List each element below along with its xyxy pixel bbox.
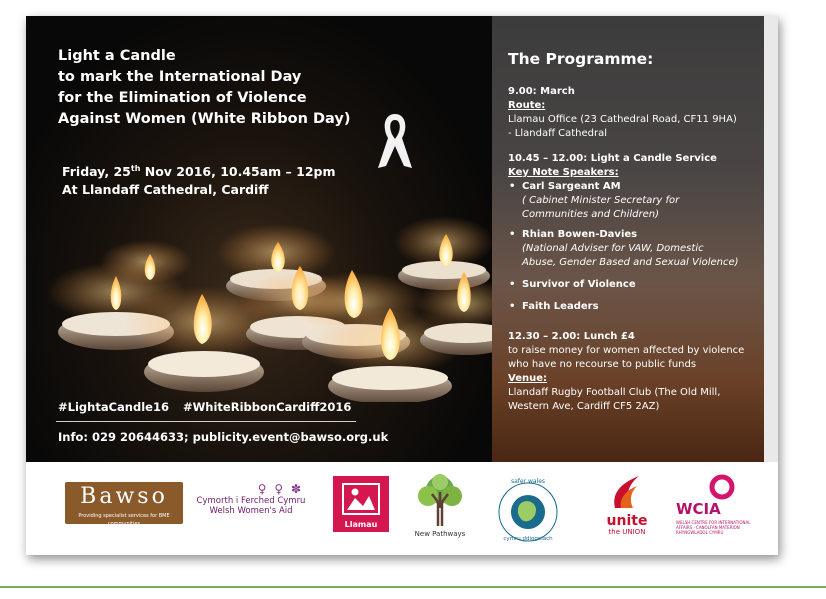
venue-line: Llandaff Rugby Football Club (The Old Mill, [508, 387, 721, 398]
event-date-venue [62, 160, 336, 199]
panel-edge [764, 16, 778, 462]
title-line: Against Women (White Ribbon Day) [58, 111, 351, 127]
speakers-label: Key Note Speakers: [508, 167, 619, 178]
hashtag: #LightaCandle16 [58, 400, 169, 414]
bottom-rule [0, 586, 826, 588]
venue-label: Venue: [508, 373, 547, 384]
event-date: Friday, 25 [62, 164, 131, 180]
event-time: Nov 2016, 10.45am – 12pm [140, 164, 336, 180]
speaker-role: (National Adviser for VAW, Domestic [522, 243, 704, 254]
wwa-line1: Cymorth i Ferched Cymru [196, 496, 306, 506]
programme-text [508, 52, 764, 414]
service-time: 10.45 – 12.00: Light a Candle Service [508, 153, 717, 164]
white-ribbon-icon [374, 108, 416, 174]
new-pathways-logo [410, 472, 470, 538]
wwa-line2: Welsh Women's Aid [209, 506, 293, 516]
speaker-name: • Carl Sargeant AM [508, 180, 764, 194]
lunch-line: who have no recourse to public funds [508, 359, 697, 370]
speaker-role: Abuse, Gender Based and Sexual Violence) [522, 257, 739, 268]
march-time: 9.00: March [508, 86, 575, 97]
speaker-role: Communities and Children) [522, 209, 659, 220]
new-pathways-name: New Pathways [414, 530, 466, 538]
wcia-logo [674, 474, 754, 544]
welsh-womens-aid-logo [191, 482, 311, 524]
bawso-logo [65, 482, 183, 527]
unite-logo [592, 472, 662, 544]
event-title [58, 46, 350, 130]
candle-photo-panel [26, 16, 492, 462]
unite-flame-icon [607, 472, 647, 510]
hashtag: #WhiteRibbonCardiff2016 [182, 400, 352, 414]
womens-symbols-icon: ♀ ♀ ✽ [257, 482, 303, 496]
llamau-figure-icon [333, 476, 389, 520]
title-line: to mark the International Day [58, 69, 302, 85]
safer-wales-top: safer wales [510, 478, 546, 485]
title-line: Light a Candle [58, 48, 176, 64]
speaker-role: ( Cabinet Minister Secretary for [522, 195, 680, 206]
bawso-name: Bawso [80, 484, 168, 509]
title-line: for the Elimination of Violence [58, 90, 307, 106]
event-venue: At Llandaff Cathedral, Cardiff [62, 182, 269, 198]
route-line: Llamau Office (23 Cathedral Road, CF11 9HA) [508, 114, 737, 125]
speaker-name: • Survivor of Violence [508, 278, 764, 292]
sponsor-logos [26, 462, 778, 555]
event-date-suffix: th [130, 164, 141, 173]
tea-light-candles-image [26, 212, 492, 402]
safer-wales-logo [496, 480, 560, 544]
event-poster [26, 16, 778, 555]
safer-wales-bottom: cymru ddiogelach [503, 536, 553, 542]
hashtags [58, 400, 361, 414]
bawso-tagline: Providing specialist services for BME communities [78, 513, 170, 527]
wcia-sub: WELSH CENTRE FOR INTERNATIONAL AFFAIRS · CANOLFAN MATERION RHYNGWLADOL CYMRU [676, 520, 751, 535]
lunch-time: 12.30 – 2.00: Lunch £4 [508, 331, 635, 342]
route-line: - Llandaff Cathedral [508, 128, 608, 139]
tree-icon [410, 472, 470, 528]
unite-name: unite [606, 513, 648, 529]
route-label: Route: [508, 100, 546, 111]
divider [56, 421, 356, 422]
speaker-name: • Rhian Bowen-Davies [508, 228, 764, 242]
contact-info: Info: 029 20644633; publicity.event@bawso.org.uk [58, 430, 389, 444]
programme-title: The Programme: [508, 50, 654, 68]
lunch-line: to raise money for women affected by violence [508, 345, 745, 356]
safer-wales-badge-icon [496, 480, 560, 544]
speaker-name: • Faith Leaders [508, 300, 764, 314]
unite-sub: the UNION [608, 528, 646, 536]
venue-line: Western Ave, Cardiff CF5 2AZ) [508, 401, 660, 412]
llamau-logo [333, 476, 389, 532]
candle-group [46, 216, 492, 402]
wcia-name: WCIA [676, 500, 721, 518]
llamau-name: Llamau [344, 520, 378, 529]
